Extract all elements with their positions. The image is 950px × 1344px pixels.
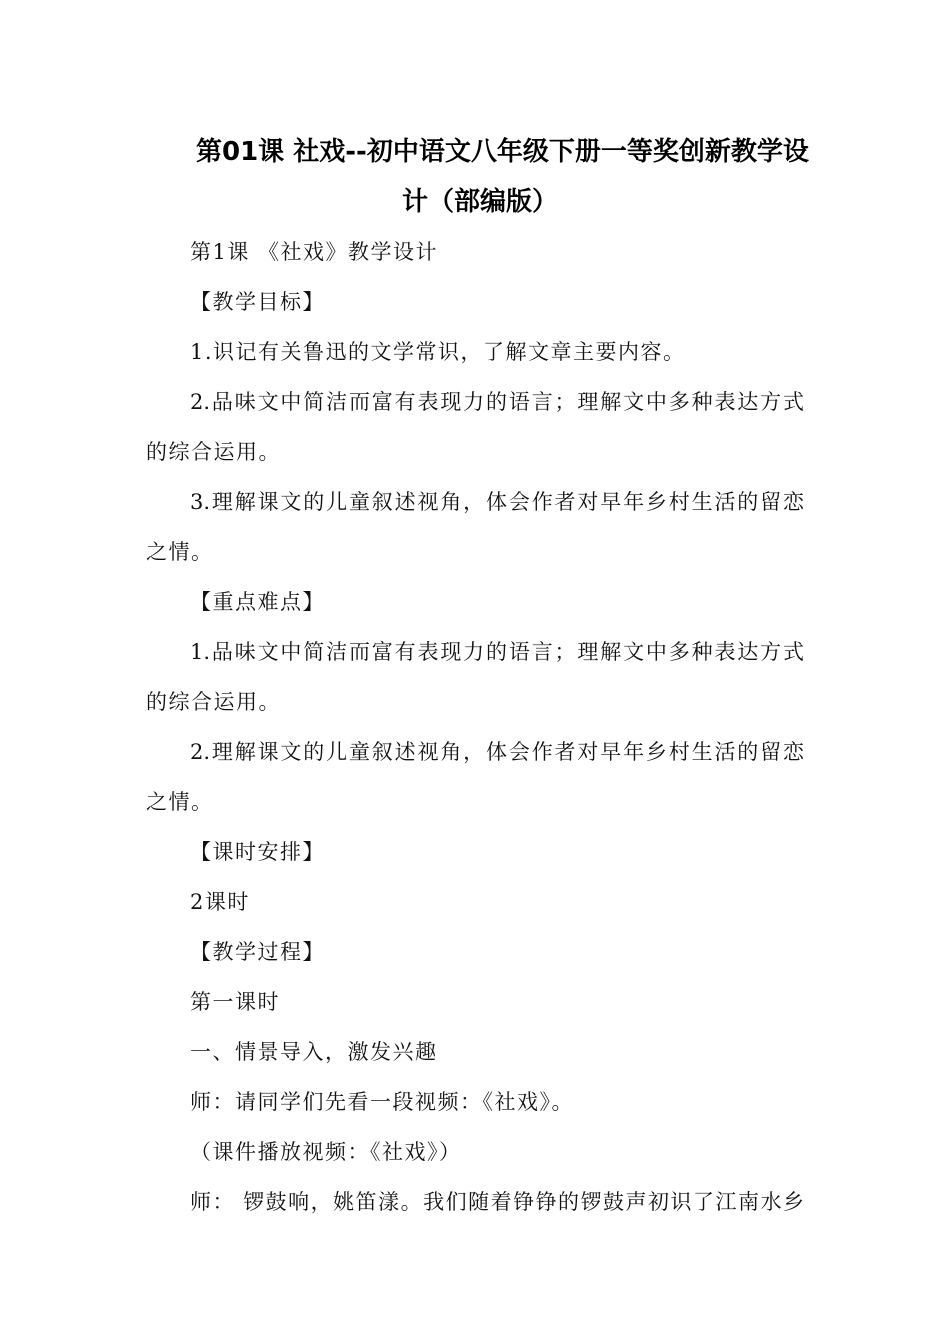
objective-item-2: 2.品味文中简洁而富有表现力的语言；理解文中多种表达方式 <box>190 390 804 414</box>
section-heading-process: 【教学过程】 <box>190 940 325 964</box>
key-point-item-2-continued: 之情。 <box>146 790 214 814</box>
section-heading-objectives: 【教学目标】 <box>190 290 325 314</box>
key-point-item-1: 1.品味文中简洁而富有表现力的语言；理解文中多种表达方式 <box>190 640 804 664</box>
objective-item-2-continued: 的综合运用。 <box>146 440 281 464</box>
teacher-line-2: 师： 锣鼓响，姚笛漾。我们随着铮铮的锣鼓声初识了江南水乡 <box>190 1190 804 1214</box>
section-heading-schedule: 【课时安排】 <box>190 840 325 864</box>
document-title-line-1: 第01课 社戏--初中语文八年级下册一等奖创新教学设 <box>196 137 809 167</box>
schedule-text: 2课时 <box>190 890 250 914</box>
lesson-heading: 第1课 《社戏》教学设计 <box>190 240 439 264</box>
objective-item-3: 3.理解课文的儿童叙述视角，体会作者对早年乡村生活的留恋 <box>190 490 804 514</box>
section-heading-key-points: 【重点难点】 <box>190 590 325 614</box>
step-heading-intro: 一、情景导入，激发兴趣 <box>190 1040 438 1064</box>
courseware-note: （课件播放视频：《社戏》） <box>190 1140 462 1164</box>
document-title-line-2: 计（部编版） <box>401 187 558 217</box>
key-point-item-2: 2.理解课文的儿童叙述视角，体会作者对早年乡村生活的留恋 <box>190 740 804 764</box>
teacher-line-1: 师：请同学们先看一段视频：《社戏》。 <box>190 1090 574 1114</box>
key-point-item-1-continued: 的综合运用。 <box>146 690 281 714</box>
objective-item-1: 1.识记有关鲁迅的文学常识，了解文章主要内容。 <box>190 340 686 364</box>
first-period-heading: 第一课时 <box>190 990 280 1014</box>
objective-item-3-continued: 之情。 <box>146 540 214 564</box>
